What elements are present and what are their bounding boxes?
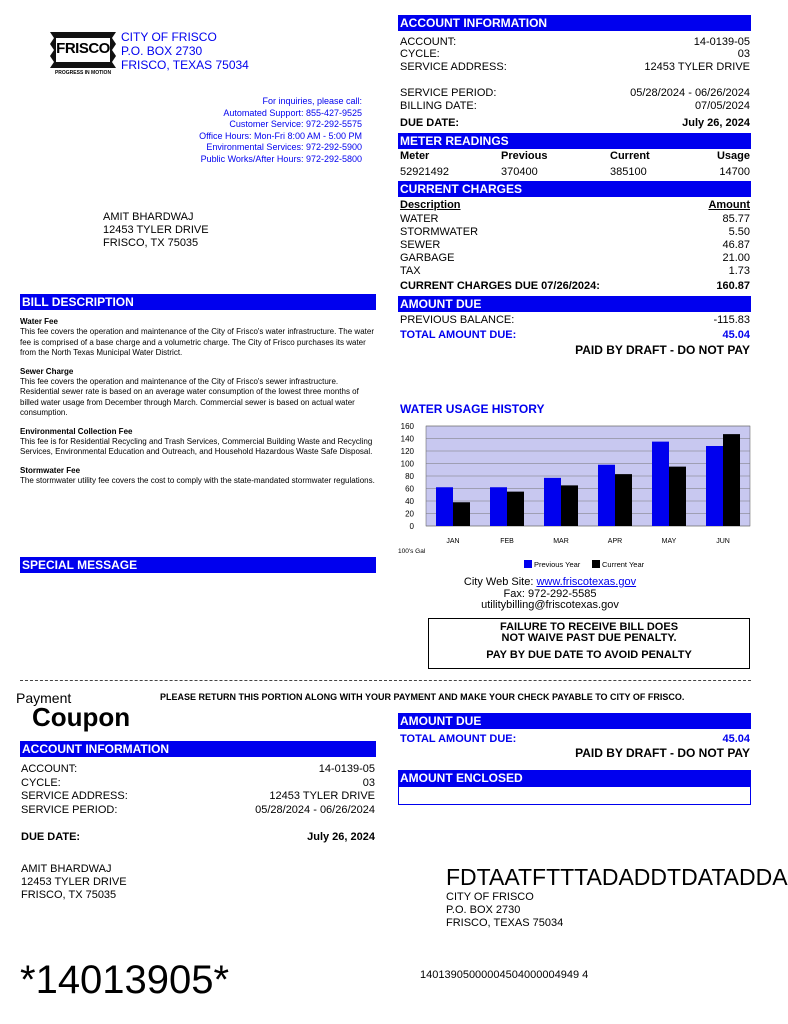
chart-title: WATER USAGE HISTORY — [400, 402, 545, 416]
account-barcode: *14013905* — [20, 958, 230, 1002]
remit-city-state: FRISCO, TEXAS 75034 — [446, 917, 564, 929]
label: SERVICE ADDRESS: — [21, 790, 128, 802]
x-tick-label: MAY — [661, 538, 677, 545]
description-header: Description — [400, 199, 461, 211]
charges-total: 160.87 — [716, 280, 750, 292]
current-charges-header: CURRENT CHARGES — [398, 181, 751, 197]
legend-swatch — [524, 560, 532, 568]
return-instruction: PLEASE RETURN THIS PORTION ALONG WITH YOUR PAYMENT AND MAKE YOUR CHECK PAYABLE TO CITY OF FRISCO. — [160, 692, 685, 702]
inquiries-block — [102, 96, 362, 164]
current-reading: 385100 — [610, 166, 647, 178]
charge-row — [400, 252, 750, 265]
inquiry-line: Environmental Services: 972-292-5900 — [206, 142, 362, 152]
inquiry-line: Automated Support: 855-427-9525 — [223, 107, 362, 118]
label: SERVICE PERIOD: — [400, 87, 497, 99]
charge-row — [400, 213, 750, 226]
scanline: 14013905000004504000004949 4 — [420, 969, 589, 981]
water-usage-chart — [396, 420, 756, 576]
coupon-total-due: 45.04 — [722, 733, 750, 745]
legend-label: Previous Year — [534, 560, 581, 569]
current-col-header: Current — [610, 150, 650, 162]
legend-label: Current Year — [602, 560, 645, 569]
x-tick-label: FEB — [500, 538, 514, 545]
label: CYCLE: — [400, 48, 440, 60]
y-tick-label: 100 — [400, 459, 414, 469]
meter-col-header: Meter — [400, 150, 430, 162]
y-tick-label: 140 — [400, 434, 414, 444]
x-tick-label: JUN — [716, 538, 730, 545]
coupon-account-info-header: ACCOUNT INFORMATION — [20, 741, 376, 757]
penalty-line-2: NOT WAIVE PAST DUE PENALTY. — [501, 632, 677, 644]
due-date: July 26, 2024 — [682, 117, 750, 129]
charge-name: GARBAGE — [400, 252, 455, 264]
charge-name: SEWER — [400, 239, 441, 251]
payment-label: Payment — [16, 690, 72, 706]
customer-city: FRISCO, TX 75035 — [21, 889, 117, 901]
charges-total-label: CURRENT CHARGES DUE 07/26/2024: — [400, 280, 600, 292]
remit-city: CITY OF FRISCO — [446, 891, 534, 903]
bar-current-year — [561, 485, 578, 526]
section-text: This fee covers the operation and maintenance of the City of Frisco's sewer infrastructure. Residential sewer rate is based on an average water consumption of the lowest three months of billed water usage from December through March. Commercial sewer is based on actual water consumption. — [20, 376, 359, 417]
due-date-row — [400, 117, 750, 130]
inquiry-line: For inquiries, please call: — [262, 96, 362, 106]
y-tick-label: 80 — [405, 472, 414, 481]
previous-balance-row — [400, 314, 750, 327]
bar-previous-year — [598, 465, 615, 526]
label: SERVICE PERIOD: — [21, 804, 118, 816]
city-logo — [46, 28, 120, 80]
remit-po-box: P.O. BOX 2730 — [446, 904, 521, 916]
usage-col-header: Usage — [716, 150, 750, 162]
charge-amount: 5.50 — [728, 226, 750, 238]
account-number: 14-0139-05 — [693, 36, 750, 48]
city-state: FRISCO, TEXAS 75034 — [121, 58, 249, 72]
charge-amount: 21.00 — [722, 252, 750, 264]
usage-value: 14700 — [719, 166, 750, 178]
penalty-line-1: FAILURE TO RECEIVE BILL DOES — [499, 621, 679, 633]
service-period: 05/28/2024 - 06/26/2024 — [630, 87, 750, 99]
bar-previous-year — [652, 442, 669, 526]
billing-date-row — [400, 100, 750, 113]
label: PREVIOUS BALANCE: — [400, 314, 515, 326]
charge-amount: 46.87 — [722, 239, 750, 251]
special-message-header: SPECIAL MESSAGE — [20, 557, 376, 573]
y-tick-label: 120 — [400, 447, 414, 456]
charge-row — [400, 239, 750, 252]
charge-row — [400, 265, 750, 278]
label: BILLING DATE: — [400, 100, 477, 112]
city-address — [121, 30, 249, 72]
section-heading: Environmental Collection Fee — [20, 426, 133, 436]
email-line: utilitybilling@friscotexas.gov — [481, 599, 619, 611]
label: SERVICE ADDRESS: — [400, 61, 507, 73]
inquiry-line: Public Works/After Hours: 972-292-5800 — [200, 153, 362, 164]
y-tick-label: 0 — [409, 522, 414, 531]
label: ACCOUNT: — [21, 763, 78, 775]
x-tick-label: APR — [607, 538, 623, 545]
label: DUE DATE: — [400, 117, 460, 129]
coupon-cycle-row — [21, 777, 375, 790]
charge-amount: 1.73 — [728, 265, 750, 277]
customer-name: AMIT BHARDWAJ — [103, 211, 194, 223]
customer-street: 12453 TYLER DRIVE — [103, 224, 209, 236]
charges-total-row — [400, 280, 750, 293]
amount-header: Amount — [708, 199, 750, 211]
customer-city: FRISCO, TX 75035 — [103, 237, 199, 249]
service-period: 05/28/2024 - 06/26/2024 — [255, 804, 375, 816]
amount-enclosed-field[interactable] — [398, 786, 751, 805]
y-tick-label: 60 — [405, 484, 414, 494]
bar-previous-year — [706, 446, 723, 526]
due-date: July 26, 2024 — [307, 831, 375, 843]
service-address-row — [400, 61, 750, 74]
penalty-line-3: PAY BY DUE DATE TO AVOID PENALTY — [486, 649, 692, 661]
label: ACCOUNT: — [400, 36, 457, 48]
x-tick-label: MAR — [553, 538, 569, 545]
legend-swatch — [592, 560, 600, 568]
logo-text: FRISCO — [56, 40, 110, 57]
bar-previous-year — [544, 478, 561, 526]
tear-line — [20, 680, 751, 681]
label: TOTAL AMOUNT DUE: — [400, 733, 517, 745]
charge-row — [400, 226, 750, 239]
y-tick-label: 20 — [405, 509, 414, 519]
meter-readings-header: METER READINGS — [398, 133, 751, 149]
bill-description-body — [20, 317, 378, 494]
cycle-value: 03 — [737, 48, 750, 60]
section-heading: Water Fee — [20, 317, 58, 326]
postal-barcode: FDTAATFTTTADADDTDATADDA — [446, 864, 788, 890]
website-label: City Web Site: — [463, 576, 537, 588]
city-name: CITY OF FRISCO — [121, 30, 217, 44]
coupon-address-row — [21, 790, 375, 803]
amount-due-header: AMOUNT DUE — [398, 296, 751, 312]
contact-block — [400, 577, 700, 612]
coupon-total-row — [400, 733, 750, 746]
penalty-notice — [428, 618, 750, 669]
coupon-customer-address — [21, 863, 127, 902]
y-tick-label: 160 — [400, 422, 414, 431]
coupon-account-row — [21, 763, 375, 776]
bill-description-header: BILL DESCRIPTION — [20, 294, 376, 310]
charge-name: TAX — [400, 265, 421, 277]
customer-street: 12453 TYLER DRIVE — [21, 876, 127, 888]
coupon-period-row — [21, 804, 375, 817]
charges-table-headers — [400, 199, 750, 212]
y-tick-label: 40 — [405, 497, 414, 506]
section-heading: Stormwater Fee — [20, 465, 81, 475]
label: TOTAL AMOUNT DUE: — [400, 329, 517, 341]
account-info-header: ACCOUNT INFORMATION — [398, 15, 751, 31]
previous-balance: -115.83 — [713, 314, 750, 326]
label: CYCLE: — [21, 777, 61, 789]
section-text: This fee is for Residential Recycling and Trash Services, Commercial Building Waste and Recycling Services, Environmental Education and Outreach, and Household Hazardous Waste Safe Disposal. — [20, 436, 373, 456]
previous-reading: 370400 — [501, 166, 538, 178]
coupon-draft-note: PAID BY DRAFT - DO NOT PAY — [575, 746, 750, 760]
bar-current-year — [507, 492, 524, 526]
previous-col-header: Previous — [501, 150, 548, 162]
draft-note: PAID BY DRAFT - DO NOT PAY — [575, 343, 750, 357]
billing-date: 07/05/2024 — [694, 100, 750, 112]
total-amount-due: 45.04 — [722, 329, 750, 341]
bar-previous-year — [436, 487, 453, 526]
section-text: This fee covers the operation and maintenance of the City of Frisco's water infrastructure. The water fee is comprised of a base charge and a volumetric charge. The City of Frisco purchases its water from the North Texas Municipal Water District. — [20, 327, 374, 357]
city-po-box: P.O. BOX 2730 — [121, 44, 203, 58]
bar-current-year — [669, 467, 686, 526]
logo-tagline: PROGRESS IN MOTION — [54, 70, 112, 76]
x-tick-label: JAN — [446, 538, 460, 545]
total-due-row — [400, 329, 750, 342]
cycle-row — [400, 48, 750, 61]
section-text: The stormwater utility fee covers the cost to comply with the state-mandated stormwater regulations. — [20, 475, 375, 485]
account-number: 14-0139-05 — [318, 763, 375, 775]
remit-address — [446, 891, 563, 930]
charge-amount: 85.77 — [722, 213, 750, 225]
customer-address — [103, 211, 209, 250]
inquiry-line: Customer Service: 972-292-5575 — [229, 119, 362, 129]
bar-current-year — [723, 434, 740, 526]
coupon-amount-due-header: AMOUNT DUE — [398, 713, 751, 729]
coupon-due-row — [21, 831, 375, 844]
service-period-row — [400, 87, 750, 100]
service-address: 12453 TYLER DRIVE — [644, 61, 750, 73]
meter-number: 52921492 — [400, 166, 449, 178]
website-line — [400, 577, 700, 589]
label: DUE DATE: — [21, 831, 81, 843]
charge-name: STORMWATER — [400, 226, 479, 238]
fax-line: Fax: 972-292-5585 — [503, 587, 597, 600]
bar-current-year — [453, 502, 470, 526]
cycle-value: 03 — [362, 777, 375, 789]
bar-previous-year — [490, 487, 507, 526]
amount-enclosed-header: AMOUNT ENCLOSED — [398, 770, 751, 786]
customer-name: AMIT BHARDWAJ — [21, 863, 112, 875]
charge-name: WATER — [400, 213, 439, 225]
section-heading: Sewer Charge — [20, 366, 74, 376]
coupon-label: Coupon — [32, 702, 131, 732]
bar-current-year — [615, 474, 632, 526]
inquiry-line: Office Hours: Mon-Fri 8:00 AM - 5:00 PM — [199, 130, 362, 141]
website-link[interactable]: www.friscotexas.gov — [536, 576, 637, 588]
unit-label: 100's Gal — [398, 548, 426, 555]
service-address: 12453 TYLER DRIVE — [269, 790, 375, 802]
